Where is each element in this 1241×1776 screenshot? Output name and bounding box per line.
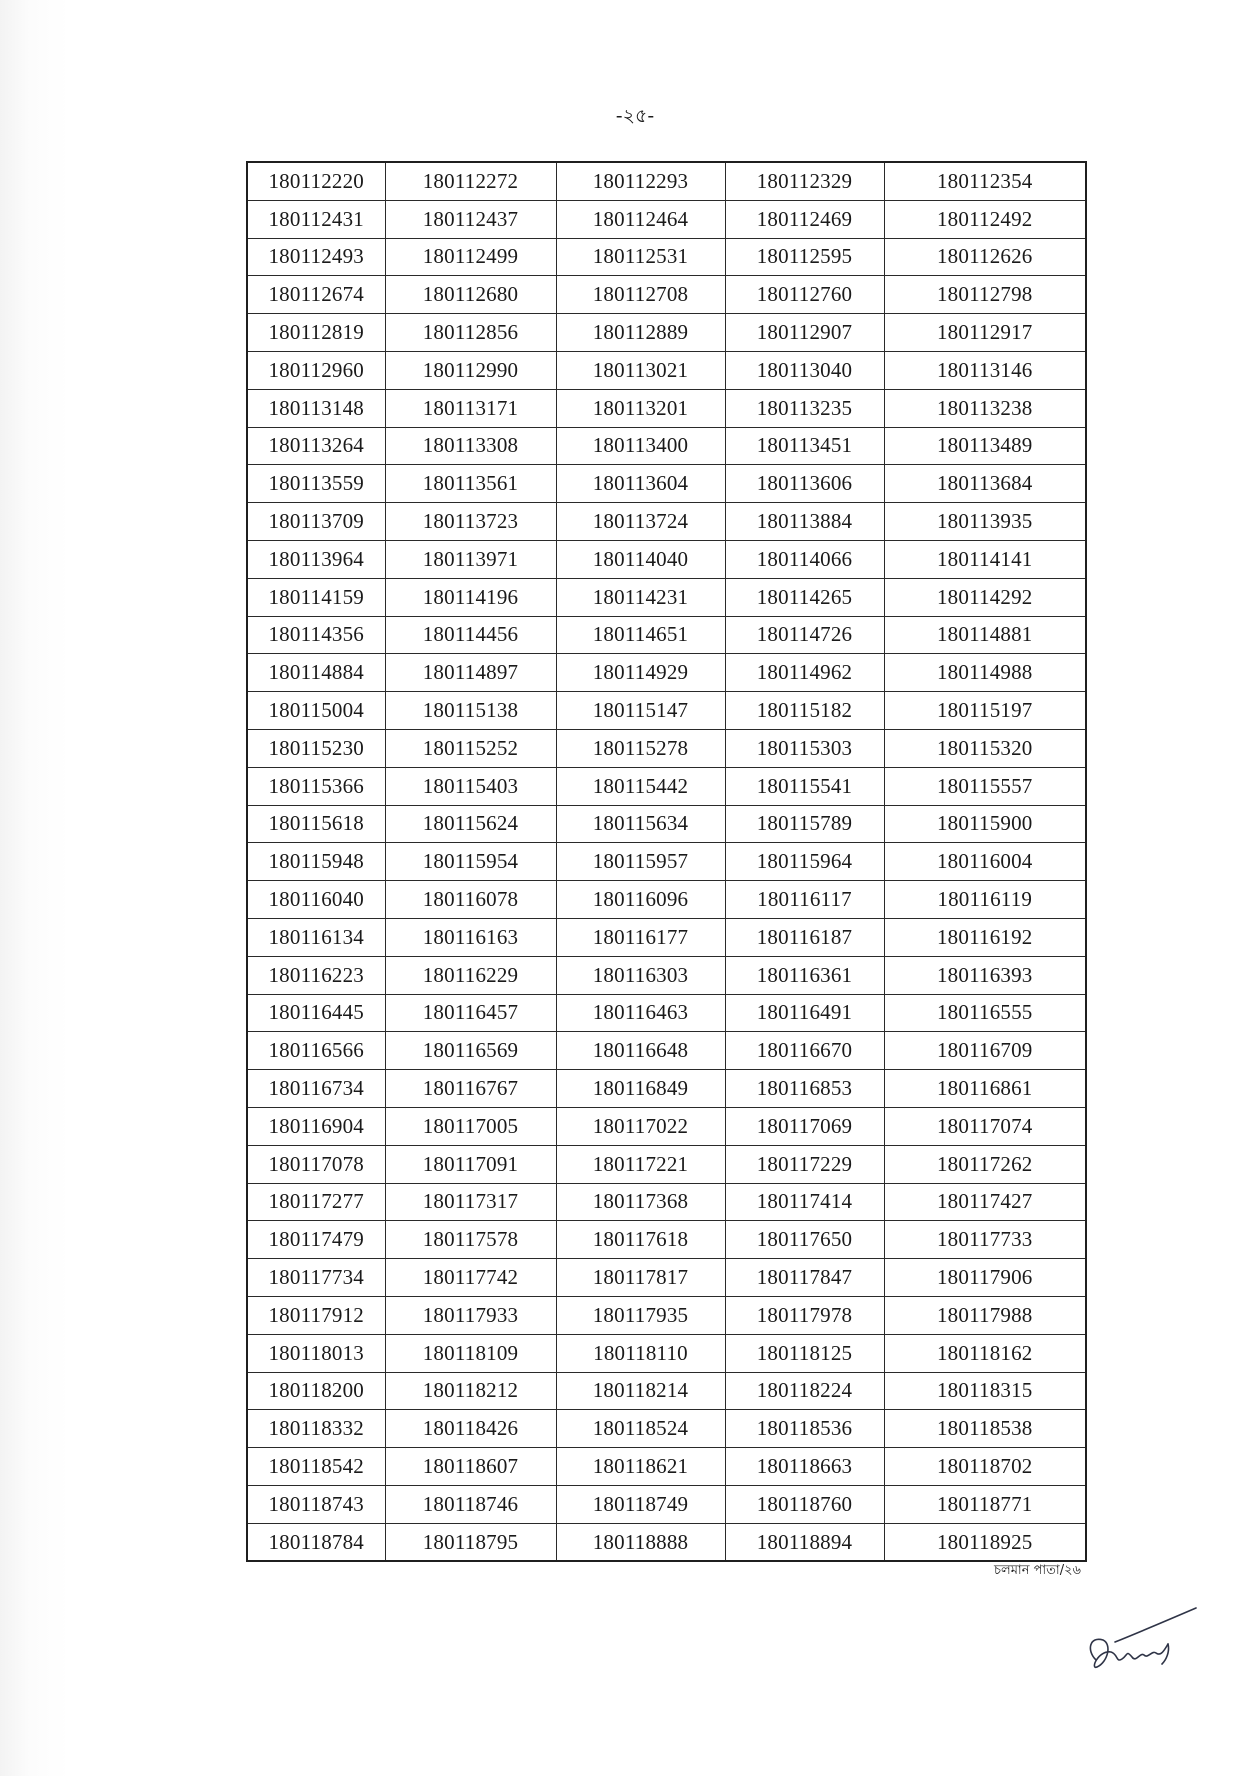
roll-number-cell: 180113604 [556,465,725,503]
roll-number-cell: 180114141 [884,540,1086,578]
roll-number-cell: 180117978 [725,1296,884,1334]
roll-number-cell: 180118743 [247,1485,385,1523]
roll-number-cell: 180116670 [725,1032,884,1070]
roll-number-cell: 180117817 [556,1259,725,1297]
roll-number-cell: 180117069 [725,1107,884,1145]
table-row [247,200,1086,238]
roll-number-cell: 180113146 [884,351,1086,389]
table-row [247,843,1086,881]
roll-number-cell: 180117005 [385,1107,556,1145]
roll-number-cell: 180113559 [247,465,385,503]
roll-number-cell: 180116361 [725,956,884,994]
roll-number-cell: 180115138 [385,692,556,730]
roll-number-cell: 180117022 [556,1107,725,1145]
roll-number-cell: 180118749 [556,1485,725,1523]
roll-number-cell: 180115964 [725,843,884,881]
roll-number-cell: 180117277 [247,1183,385,1221]
roll-number-cell: 180118524 [556,1410,725,1448]
roll-number-cell: 180112531 [556,238,725,276]
table-row [247,1410,1086,1448]
roll-number-cell: 180114265 [725,578,884,616]
roll-number-cell: 180118125 [725,1334,884,1372]
roll-number-cell: 180116119 [884,881,1086,919]
table-row [247,276,1086,314]
roll-number-cell: 180115366 [247,767,385,805]
roll-number-cell: 180118888 [556,1523,725,1561]
signature-flourish-stroke [1115,1608,1196,1642]
roll-number-cell: 180115147 [556,692,725,730]
roll-number-cell: 180117933 [385,1296,556,1334]
roll-number-cell: 180118702 [884,1448,1086,1486]
roll-number-cell: 180115948 [247,843,385,881]
roll-number-cell: 180114356 [247,616,385,654]
roll-number-cell: 180118536 [725,1410,884,1448]
roll-number-cell: 180114196 [385,578,556,616]
roll-number-cell: 180117427 [884,1183,1086,1221]
roll-number-cell: 180117091 [385,1145,556,1183]
roll-number-cell: 180117578 [385,1221,556,1259]
roll-number-cell: 180112674 [247,276,385,314]
roll-number-cell: 180113235 [725,389,884,427]
roll-number-cell: 180117479 [247,1221,385,1259]
table-row [247,956,1086,994]
roll-number-cell: 180113724 [556,503,725,541]
roll-number-cell: 180118162 [884,1334,1086,1372]
roll-number-cell: 180115403 [385,767,556,805]
roll-number-cell: 180116223 [247,956,385,994]
roll-number-cell: 180113400 [556,427,725,465]
roll-number-cell: 180117988 [884,1296,1086,1334]
roll-number-cell: 180118332 [247,1410,385,1448]
roll-number-cell: 180115618 [247,805,385,843]
roll-number-cell: 180116569 [385,1032,556,1070]
table-row [247,1145,1086,1183]
roll-number-cell: 180115303 [725,729,884,767]
roll-number-cell: 180116734 [247,1070,385,1108]
roll-number-cell: 180112431 [247,200,385,238]
roll-number-cell: 180118200 [247,1372,385,1410]
roll-number-cell: 180117733 [884,1221,1086,1259]
roll-number-cell: 180115789 [725,805,884,843]
roll-number-cell: 180118663 [725,1448,884,1486]
roll-number-cell: 180113723 [385,503,556,541]
roll-number-cell: 180115442 [556,767,725,805]
table-row [247,1183,1086,1221]
roll-number-cell: 180116177 [556,918,725,956]
roll-number-cell: 180116767 [385,1070,556,1108]
page-number: -২৫- [615,105,655,127]
roll-number-cell: 180112760 [725,276,884,314]
roll-number-cell: 180113264 [247,427,385,465]
roll-number-cell: 180116853 [725,1070,884,1108]
roll-number-cell: 180112819 [247,314,385,352]
roll-number-cell: 180116096 [556,881,725,919]
roll-number-cell: 180114881 [884,616,1086,654]
roll-number-cell: 180114988 [884,654,1086,692]
roll-number-cell: 180116163 [385,918,556,956]
roll-number-cell: 180112798 [884,276,1086,314]
roll-number-cell: 180112595 [725,238,884,276]
roll-table-body [247,162,1086,1561]
roll-number-cell: 180118784 [247,1523,385,1561]
table-row [247,1523,1086,1561]
roll-number-cell: 180112708 [556,276,725,314]
roll-number-cell: 180114066 [725,540,884,578]
roll-number-cell: 180112960 [247,351,385,389]
roll-number-cell: 180117317 [385,1183,556,1221]
roll-number-cell: 180114726 [725,616,884,654]
roll-number-cell: 180116904 [247,1107,385,1145]
table-row [247,654,1086,692]
table-row [247,692,1086,730]
roll-number-cell: 180116078 [385,881,556,919]
table-row [247,1485,1086,1523]
roll-number-cell: 180114897 [385,654,556,692]
roll-number-cell: 180115197 [884,692,1086,730]
roll-number-cell: 180113171 [385,389,556,427]
table-row [247,918,1086,956]
roll-number-cell: 180117734 [247,1259,385,1297]
table-row [247,1448,1086,1486]
roll-number-cell: 180116117 [725,881,884,919]
roll-number-cell: 180118315 [884,1372,1086,1410]
roll-number-cell: 180112437 [385,200,556,238]
roll-number-cell: 180115900 [884,805,1086,843]
roll-number-cell: 180115954 [385,843,556,881]
roll-number-cell: 180113238 [884,389,1086,427]
roll-number-cell: 180118746 [385,1485,556,1523]
roll-number-cell: 180115004 [247,692,385,730]
roll-number-cell: 180115182 [725,692,884,730]
roll-number-cell: 180112499 [385,238,556,276]
roll-number-cell: 180118894 [725,1523,884,1561]
roll-number-cell: 180115957 [556,843,725,881]
roll-number-cell: 180117074 [884,1107,1086,1145]
roll-number-cell: 180112917 [884,314,1086,352]
roll-number-cell: 180113964 [247,540,385,578]
table-row [247,1334,1086,1372]
table-row [247,465,1086,503]
roll-number-cell: 180118013 [247,1334,385,1372]
roll-number-cell: 180113308 [385,427,556,465]
signature [1082,1600,1202,1685]
roll-number-cell: 180113021 [556,351,725,389]
roll-number-cell: 180115230 [247,729,385,767]
table-row [247,238,1086,276]
roll-number-cell: 180112293 [556,162,725,200]
roll-number-cell: 180118109 [385,1334,556,1372]
roll-number-cell: 180114962 [725,654,884,692]
roll-number-cell: 180112469 [725,200,884,238]
roll-number-cell: 180114456 [385,616,556,654]
table-row [247,1372,1086,1410]
roll-number-cell: 180115320 [884,729,1086,767]
roll-number-cell: 180118538 [884,1410,1086,1448]
roll-number-cell: 180114040 [556,540,725,578]
table-row [247,427,1086,465]
roll-number-cell: 180112856 [385,314,556,352]
table-row [247,881,1086,919]
roll-number-cell: 180118795 [385,1523,556,1561]
roll-number-cell: 180113971 [385,540,556,578]
roll-number-cell: 180113709 [247,503,385,541]
table-row [247,805,1086,843]
roll-number-cell: 180118224 [725,1372,884,1410]
roll-number-cell: 180118212 [385,1372,556,1410]
table-row [247,767,1086,805]
roll-number-cell: 180118771 [884,1485,1086,1523]
roll-number-cell: 180118760 [725,1485,884,1523]
roll-number-cell: 180115252 [385,729,556,767]
roll-number-cell: 180118621 [556,1448,725,1486]
roll-number-cell: 180118925 [884,1523,1086,1561]
signature-main-stroke [1090,1639,1168,1667]
roll-number-cell: 180116134 [247,918,385,956]
roll-number-cell: 180116229 [385,956,556,994]
roll-number-cell: 180116849 [556,1070,725,1108]
roll-number-cell: 180116648 [556,1032,725,1070]
roll-number-cell: 180114231 [556,578,725,616]
roll-number-cell: 180112889 [556,314,725,352]
table-row [247,351,1086,389]
roll-number-cell: 180113935 [884,503,1086,541]
table-row [247,616,1086,654]
roll-number-cell: 180116709 [884,1032,1086,1070]
roll-number-cell: 180112464 [556,200,725,238]
table-row [247,503,1086,541]
roll-number-cell: 180113684 [884,465,1086,503]
roll-number-cell: 180113040 [725,351,884,389]
roll-number-cell: 180113606 [725,465,884,503]
roll-number-cell: 180117906 [884,1259,1086,1297]
roll-number-cell: 180114884 [247,654,385,692]
roll-number-cell: 180116491 [725,994,884,1032]
roll-number-cell: 180114651 [556,616,725,654]
roll-number-cell: 180112907 [725,314,884,352]
roll-number-cell: 180116445 [247,994,385,1032]
roll-number-cell: 180116040 [247,881,385,919]
continuation-note: চলমান পাতা/২৬ [994,1563,1081,1578]
roll-number-cell: 180115557 [884,767,1086,805]
roll-number-cell: 180112329 [725,162,884,200]
roll-number-cell: 180113884 [725,503,884,541]
roll-number-cell: 180116192 [884,918,1086,956]
table-row [247,540,1086,578]
roll-number-cell: 180114929 [556,654,725,692]
roll-number-cell: 180117847 [725,1259,884,1297]
roll-number-cell: 180118110 [556,1334,725,1372]
table-row [247,1259,1086,1297]
roll-number-cell: 180113561 [385,465,556,503]
roll-number-cell: 180117078 [247,1145,385,1183]
roll-number-cell: 180117912 [247,1296,385,1334]
roll-number-cell: 180116555 [884,994,1086,1032]
roll-number-cell: 180118214 [556,1372,725,1410]
table-row [247,314,1086,352]
roll-number-cell: 180114292 [884,578,1086,616]
roll-number-cell: 180116457 [385,994,556,1032]
roll-number-cell: 180118542 [247,1448,385,1486]
roll-number-cell: 180113451 [725,427,884,465]
roll-number-cell: 180118426 [385,1410,556,1448]
roll-number-cell: 180116566 [247,1032,385,1070]
roll-number-cell: 180117742 [385,1259,556,1297]
roll-number-cell: 180117229 [725,1145,884,1183]
roll-number-cell: 180113201 [556,389,725,427]
table-row [247,1296,1086,1334]
roll-number-cell: 180117650 [725,1221,884,1259]
table-row [247,578,1086,616]
roll-number-cell: 180112493 [247,238,385,276]
roll-number-cell: 180112990 [385,351,556,389]
roll-number-cell: 180116861 [884,1070,1086,1108]
roll-number-cell: 180116303 [556,956,725,994]
roll-number-cell: 180118607 [385,1448,556,1486]
roll-number-cell: 180112272 [385,162,556,200]
roll-number-cell: 180112220 [247,162,385,200]
roll-number-cell: 180116393 [884,956,1086,994]
table-row [247,389,1086,427]
table-row [247,1221,1086,1259]
table-row [247,1032,1086,1070]
roll-number-cell: 180112492 [884,200,1086,238]
roll-number-cell: 180117414 [725,1183,884,1221]
roll-number-cell: 180112680 [385,276,556,314]
table-row [247,1070,1086,1108]
roll-number-cell: 180117262 [884,1145,1086,1183]
table-row [247,994,1086,1032]
roll-number-cell: 180115634 [556,805,725,843]
roll-number-cell: 180115624 [385,805,556,843]
roll-number-cell: 180112354 [884,162,1086,200]
roll-number-cell: 180114159 [247,578,385,616]
roll-number-cell: 180113489 [884,427,1086,465]
table-row [247,162,1086,200]
roll-number-cell: 180113148 [247,389,385,427]
roll-number-cell: 180117368 [556,1183,725,1221]
roll-number-cell: 180115278 [556,729,725,767]
roll-number-cell: 180117618 [556,1221,725,1259]
roll-number-table [246,161,1087,1562]
roll-number-cell: 180116463 [556,994,725,1032]
roll-number-cell: 180116004 [884,843,1086,881]
roll-number-cell: 180116187 [725,918,884,956]
signature-hook-stroke [1162,1644,1169,1664]
table-row [247,1107,1086,1145]
roll-number-cell: 180117221 [556,1145,725,1183]
table-row [247,729,1086,767]
roll-number-cell: 180115541 [725,767,884,805]
roll-number-cell: 180112626 [884,238,1086,276]
roll-number-cell: 180117935 [556,1296,725,1334]
